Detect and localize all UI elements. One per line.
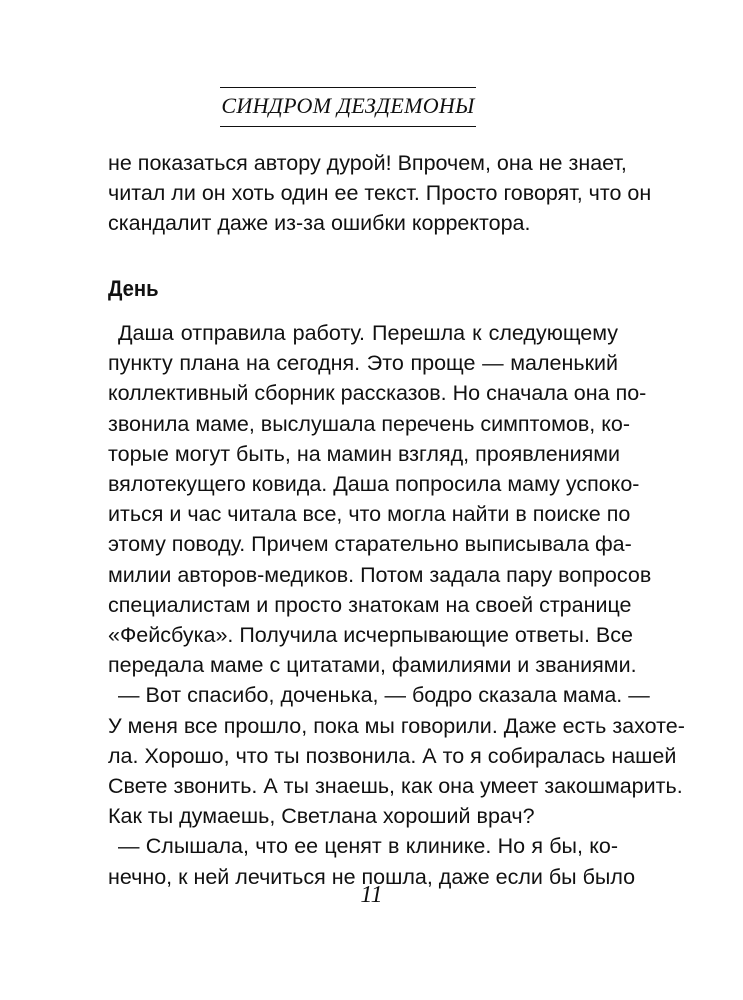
running-head-title: СИНДРОМ ДЕЗДЕМОНЫ — [221, 93, 475, 118]
text-line: У меня все прошло, пока мы говорили. Даже есть захоте- — [108, 713, 685, 738]
text-line: передала маме с цитатами, фамилиями и званиями. — [108, 653, 637, 678]
text-line: не показаться автору дурой! Впрочем, она не знает, — [108, 151, 627, 175]
section-body — [108, 318, 685, 892]
text-line: — Слышала, что ее ценят в клинике. Но я бы, ко- — [118, 834, 618, 859]
section-heading: День — [108, 276, 159, 301]
text-line: — Вот спасибо, доченька, — бодро сказала мама. — — [118, 683, 650, 708]
text-line: вялотекущего ковида. Даша попросила маму успоко- — [108, 472, 640, 497]
text-line: Как ты думаешь, Светлана хороший врач? — [108, 804, 535, 829]
text-line: иться и час читала все, что могла найти в поиске по — [108, 502, 631, 527]
text-line: «Фейсбука». Получила исчерпывающие ответы. Все — [108, 623, 633, 648]
text-line: Даша отправила работу. Перешла к следующему — [118, 321, 618, 345]
continuation-paragraph — [108, 148, 652, 239]
text-line: этому поводу. Причем старательно выписывала фа- — [108, 532, 632, 557]
running-head — [220, 87, 476, 127]
text-line: пункту плана на сегодня. Это проще — маленький — [108, 351, 618, 376]
text-line: Свете звонить. А ты знаешь, как она умеет закошмарить. — [108, 774, 683, 799]
text-line: специалистам и просто знатокам на своей странице — [108, 592, 632, 617]
text-line: коллективный сборник рассказов. Но сначала она по- — [108, 381, 647, 406]
page-number: 11 — [360, 882, 383, 908]
text-line: звонила маме, выслушала перечень симптомов, ко- — [108, 411, 631, 436]
text-line: торые могут быть, на мамин взгляд, проявлениями — [108, 441, 621, 466]
text-line: читал ли он хоть один ее текст. Просто говорят, что он — [108, 181, 652, 206]
text-line: ла. Хорошо, что ты позвонила. А то я собиралась нашей — [108, 743, 677, 768]
text-line: нечно, к ней лечиться не пошла, даже если бы было — [108, 864, 636, 889]
text-line: скандалит даже из-за ошибки корректора. — [108, 211, 531, 236]
text-line: милии авторов-медиков. Потом задала пару вопросов — [108, 562, 652, 587]
